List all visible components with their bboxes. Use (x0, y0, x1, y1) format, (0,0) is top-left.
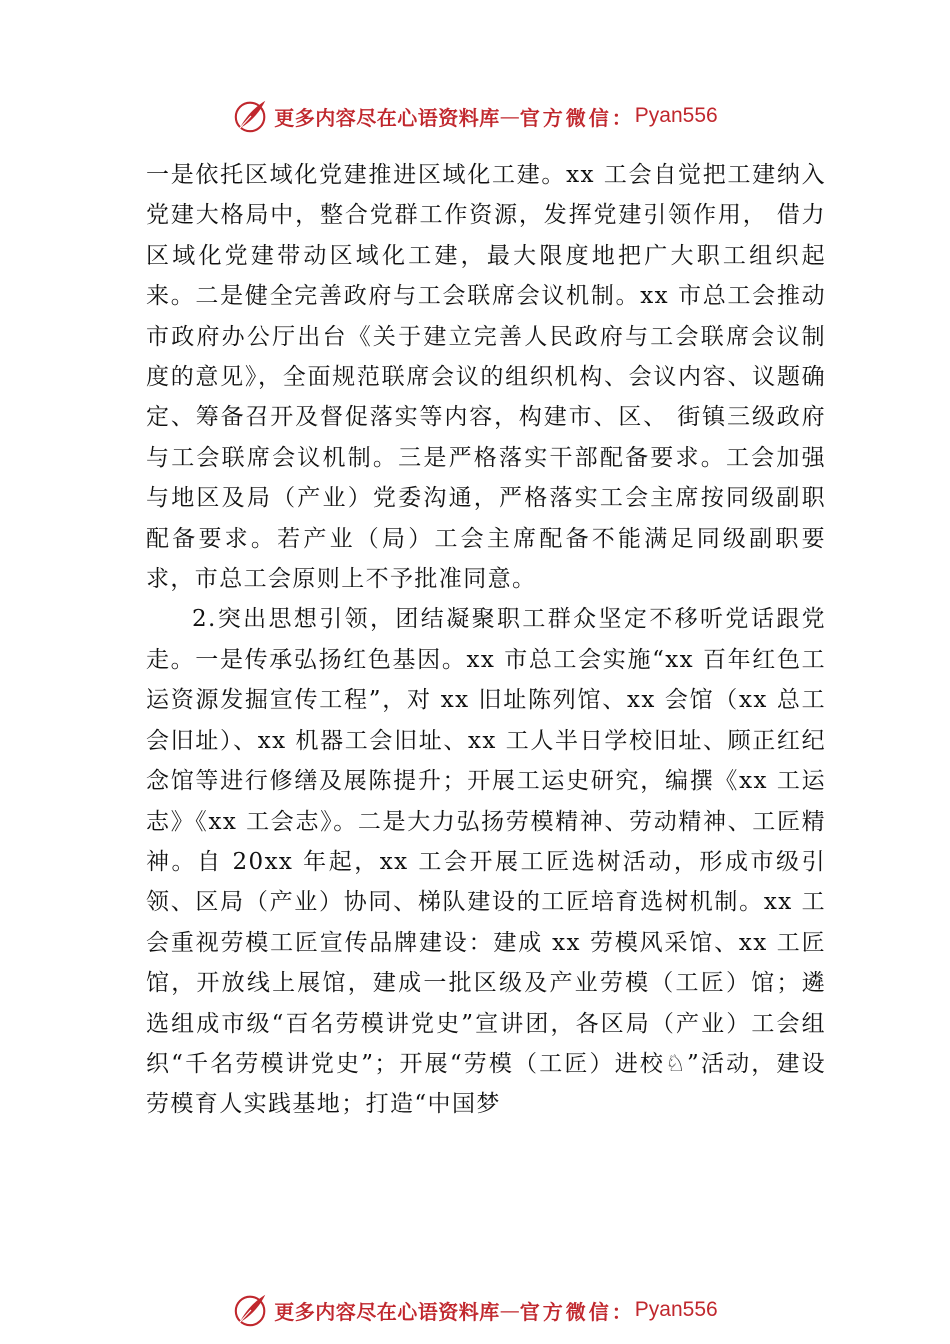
paragraph: 2.突出思想引领，团结凝聚职工群众坚定不移听党话跟党走。一是传承弘扬红色基因。xx 市总工会实施“xx 百年红色工运资源发掘宣传工程”，对 xx 旧址陈列馆、xx 会馆（xx 总工会旧址）、xx 机器工会旧址、xx 工人半日学校旧址、顾正红纪念馆等进行修缮及展陈提升；开展工运史研究，编撰《xx 工运志》《xx 工会志》。二是大力弘扬劳模精神、劳动精神、工匠精神。自 20xx 年起，xx 工会开展工匠选树活动，形成市级引领、区局（产业）协同、梯队建设的工匠培育选树机制。xx 工会重视劳模工匠宣传品牌建设：建成 xx 劳模风采馆、xx 工匠馆，开放线上展馆，建成一批区级及产业劳模（工匠）馆；遴选组成市级“百名劳模讲党史”宣讲团，各区局（产业）工会组织“千名劳模讲党史”；开展“劳模（工匠）进校♘”活动，建设劳模育人实践基地；打造“中国梦 (146, 606, 826, 1118)
banner-sub-text: 官方微信： (519, 1299, 635, 1324)
banner-wechat-id: Pyan556 (634, 1298, 718, 1321)
banner-dash: — (499, 104, 520, 128)
quill-pen-icon (232, 1291, 270, 1329)
banner-dash: — (499, 1298, 520, 1322)
banner-sub-text: 官方微信： (519, 105, 635, 130)
footer-banner (0, 1290, 950, 1330)
banner-wechat-id: Pyan556 (634, 104, 718, 127)
banner-main-text: 更多内容尽在心语资料库 (274, 105, 500, 130)
paragraph: 一是依托区域化党建推进区域化工建。xx 工会自觉把工建纳入党建大格局中，整合党群工作资源，发挥党建引领作用， 借力区域化党建带动区域化工建，最大限度地把广大职工组织起来。二是健全完善政府与工会联席会议机制。xx 市总工会推动市政府办公厅出台《关于建立完善人民政府与工会联席会议制度的意见》，全面规范联席会议的组织机构、会议内容、议题确定、筹备召开及督促落实等内容，构建市、区、 街镇三级政府与工会联席会议机制。三是严格落实干部配备要求。工会加强与地区及局（产业）党委沟通，严格落实工会主席按同级副职配备要求。若产业（局）工会主席配备不能满足同级副职要求，市总工会原则上不予批准同意。 (146, 162, 826, 593)
banner-main-text: 更多内容尽在心语资料库 (274, 1299, 500, 1324)
header-banner (0, 96, 950, 136)
body-text (146, 155, 826, 1125)
quill-pen-icon (232, 97, 270, 135)
